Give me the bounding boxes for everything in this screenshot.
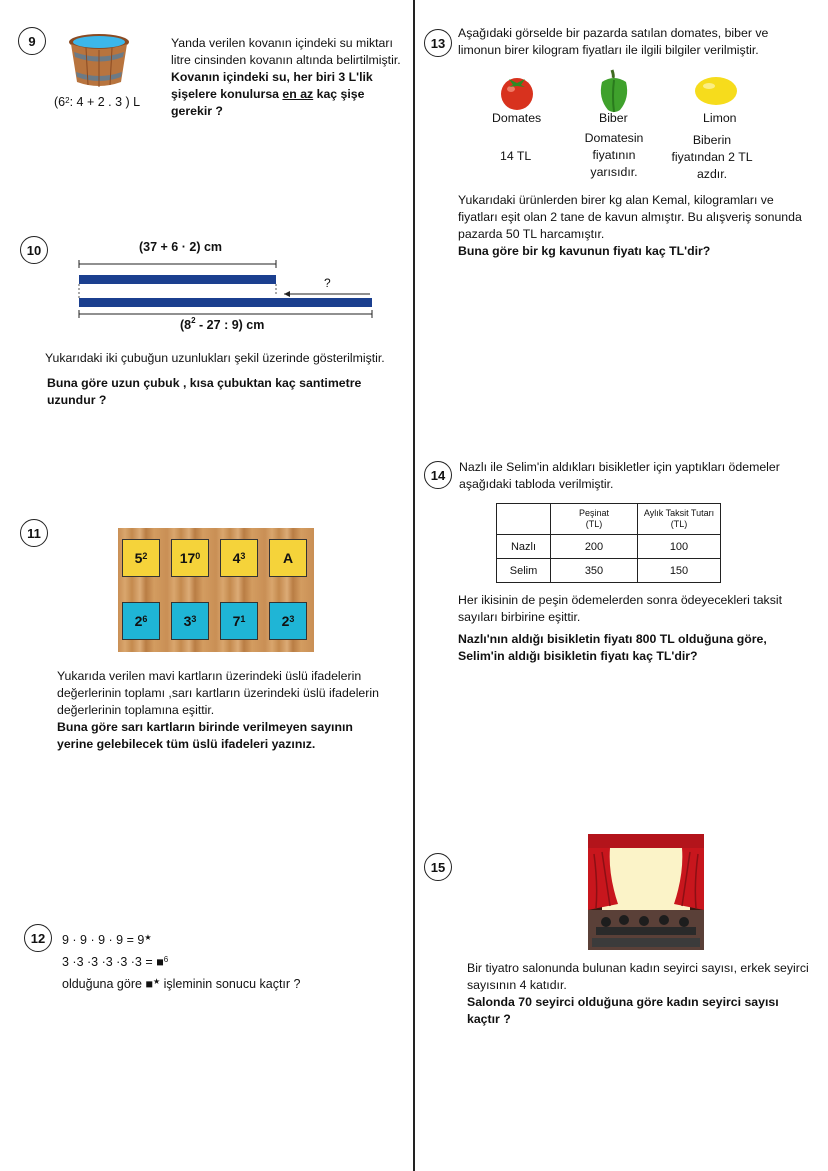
yellow-card-unknown: A — [269, 539, 307, 577]
question-13-intro: Aşağıdaki görselde bir pazarda satılan domates, biber ve limonun birer kilogram fiyatları ile ilgili bilgiler verilmiştir. — [458, 26, 769, 57]
wooden-card-board — [118, 528, 314, 652]
green-pepper-icon — [596, 68, 632, 114]
question-12-number: 12 — [24, 924, 52, 952]
column-divider — [413, 0, 415, 1171]
table-row — [497, 559, 721, 583]
blue-card: 2 $^3$ — [269, 602, 307, 640]
payments-table — [496, 503, 721, 583]
question-9-number: 9 — [18, 27, 46, 55]
blue-card: 3 $^3$ — [171, 602, 209, 640]
pepper-label: Biber — [599, 111, 628, 125]
table-header-row — [497, 504, 721, 535]
long-bar-length-label: ($8^2 - 27$ : 9) cm — [180, 316, 265, 332]
question-14-intro: Nazlı ile Selim'in aldıkları bisikletler için yaptıkları ödemeler aşağıdaki tabloda verilmiştir. — [459, 460, 780, 491]
table-cell: 100 — [638, 535, 721, 559]
question-10-text: Yukarıdaki iki çubuğun uzunlukları şekil üzerinde gösterilmiştir. — [45, 351, 385, 365]
yellow-card: 17 $^0$ — [171, 539, 209, 577]
tomato-icon — [496, 73, 538, 111]
lemon-label: Limon — [703, 111, 737, 125]
blue-card: 7 $^1$ — [220, 602, 258, 640]
table-row — [497, 535, 721, 559]
question-15-number: 15 — [424, 853, 452, 881]
yellow-card: 5 $^2$ — [122, 539, 160, 577]
question-10-prompt: Buna göre uzun çubuk , kısa çubuktan kaç santimetre uzundur ? — [47, 376, 362, 407]
tomato-price: 14 TL — [500, 149, 532, 163]
blue-card: 2 $^6$ — [122, 602, 160, 640]
question-13-text: Yukarıdaki ürünlerden birer kg alan Kemal, kilogramları ve fiyatları eşit olan 2 tane de kavun almıştır. Bu alışveriş sonunda pazarda 50 TL harcamıştır. Buna göre bir kg kavunun fiyatı kaç TL'dir? — [458, 193, 802, 258]
theater-stage-icon — [588, 834, 704, 950]
question-12-text: 9 · 9 · 9 · 9 = 9★ 3 ·3 ·3 ·3 ·3 ·3 = ■$^6$ olduğuna göre ■★ işleminin sonucu kaçtır ? — [62, 933, 301, 991]
short-bar-length-label: (37 + 6 · 2) cm — [139, 240, 223, 254]
tomato-label: Domates — [492, 111, 542, 125]
question-14-text: Her ikisinin de peşin ödemelerden sonra ödeyecekleri taksit sayıları birbirine eşittir. Nazlı'nın aldığı bisikletin fiyatı 800 TL olduğuna göre, Selim'in aldığı bisikletin fiyatı kaç TL'dir? — [458, 593, 782, 663]
question-14-number: 14 — [424, 461, 452, 489]
short-bar — [79, 275, 276, 284]
pepper-price-info: Domatesin fiyatının yarısıdır. — [584, 131, 644, 179]
table-header-cell: Peşinat (TL) — [551, 504, 638, 535]
table-header-cell — [497, 504, 551, 535]
water-bucket-icon — [66, 30, 132, 90]
long-bar — [79, 298, 372, 307]
bucket-expression: ($6^2$: 4 + 2 . 3 ) L — [54, 95, 141, 109]
question-10-number: 10 — [20, 236, 48, 264]
lemon-price-info: Biberin fiyatından 2 TL azdır. — [671, 133, 753, 181]
bars-diagram — [72, 256, 382, 318]
unknown-difference-mark: ? — [324, 276, 331, 290]
question-11-number: 11 — [20, 519, 48, 547]
question-11-text: Yukarıda verilen mavi kartların üzerindeki üslü ifadelerin değerlerinin toplamı ,sarı kartların üzerindeki üslü ifadelerin değerlerinin toplamına eşittir. Buna göre sarı kartların birinde verilmeyen sayının yerine gelebilecek tüm üslü ifadeleri yazınız. — [57, 669, 379, 751]
table-cell: 350 — [551, 559, 638, 583]
question-13-number: 13 — [424, 29, 452, 57]
question-15-text: Bir tiyatro salonunda bulunan kadın seyirci sayısı, erkek seyirci sayısının 4 katıdır. Salonda 70 seyirci olduğuna göre kadın seyirci sayısı kaçtır ? — [467, 961, 809, 1026]
table-cell: 200 — [551, 535, 638, 559]
yellow-card: 4 $^3$ — [220, 539, 258, 577]
question-9-text: Yanda verilen kovanın içindeki su miktarı litre cinsinden kovanın altında belirtilmiştir. Kovanın içindeki su, her biri 3 L'lik şişelere konulursa en az kaç şişe gerekir ? — [171, 36, 401, 118]
table-cell: 150 — [638, 559, 721, 583]
table-cell: Selim — [497, 559, 551, 583]
table-header-cell: Aylık Taksit Tutarı (TL) — [638, 504, 721, 535]
table-cell: Nazlı — [497, 535, 551, 559]
lemon-icon — [692, 74, 740, 108]
